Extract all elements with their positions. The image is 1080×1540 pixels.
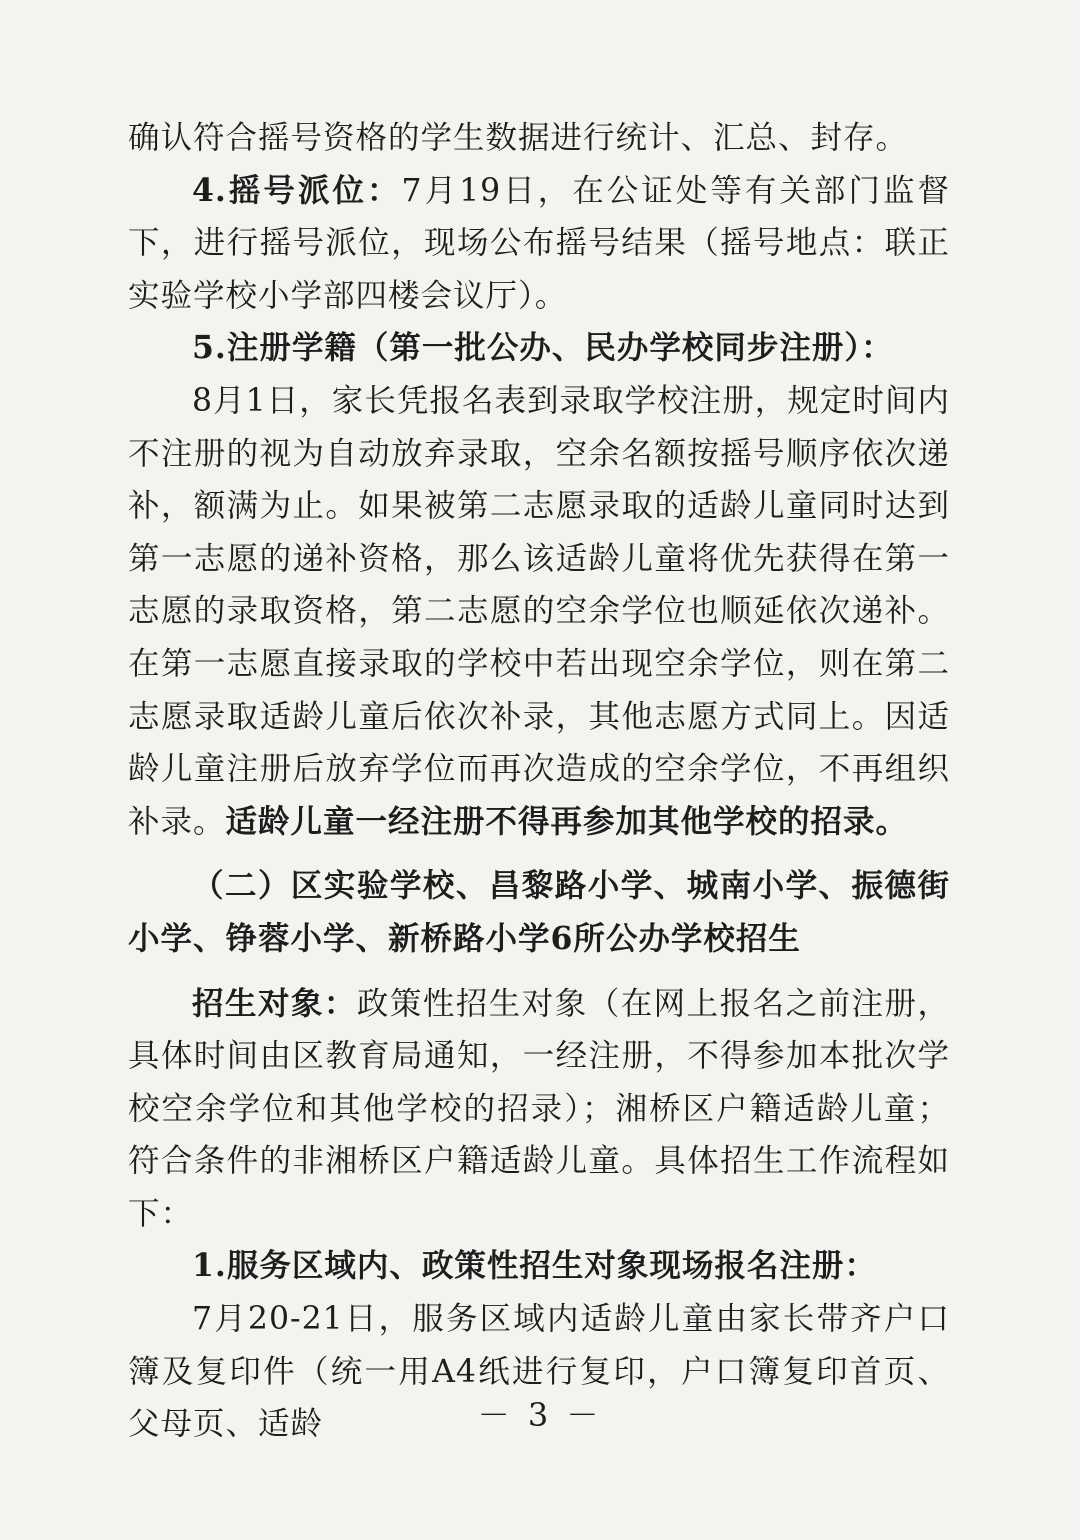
item-4-label: 4.摇号派位： [192,171,402,209]
page-number: － 3 － [477,1396,603,1434]
targets-label: 招生对象： [192,984,357,1022]
item-5-text: 8月1日，家长凭报名表到录取学校注册，规定时间内不注册的视为自动放弃录取，空余名额按摇号顺序依次递补，额满为止。如果被第二志愿录取的适龄儿童同时达到第一志愿的递补资格，那么该适龄儿童将优先获得在第一志愿的录取资格，第二志愿的空余学位也顺延依次递补。在第一志愿直接录取的学校中若出现空余学位，则在第二志愿录取适龄儿童后依次补录，其他志愿方式同上。因适龄儿童注册后放弃学位而再次造成的空余学位，不再组织补录。 [128,382,950,840]
item-5-paragraph [128,375,950,848]
targets-paragraph [128,978,950,1241]
item-1-paragraph: 7月20-21日，服务区域内适龄儿童由家长带齐户口簿及复印件（统一用A4纸进行复印，户口簿复印首页、父母页、适龄 [128,1301,950,1443]
item-4-text: 7月19日，在公证处等有关部门监督下，进行摇号派位，现场公布摇号结果（摇号地点：联正实验学校小学部四楼会议厅）。 [128,172,950,314]
item-5-bold-text: 适龄儿童一经注册不得再参加其他学校的招录。 [225,802,909,840]
item-4-paragraph [128,165,950,323]
item-5-heading: 5.注册学籍（第一批公办、民办学校同步注册）： [192,329,894,367]
section-2-heading: （二）区实验学校、昌黎路小学、城南小学、振德街小学、铮蓉小学、新桥路小学6所公办学校招生 [128,867,950,957]
item-1-heading: 1.服务区域内、政策性招生对象现场报名注册： [192,1247,877,1285]
continuation-paragraph: 确认符合摇号资格的学生数据进行统计、汇总、封存。 [128,120,909,156]
targets-text: 政策性招生对象（在网上报名之前注册，具体时间由区教育局通知，一经注册，不得参加本批次学校空余学位和其他学校的招录）；湘桥区户籍适龄儿童；符合条件的非湘桥区户籍适龄儿童。具体招生工作流程如下： [128,985,950,1232]
